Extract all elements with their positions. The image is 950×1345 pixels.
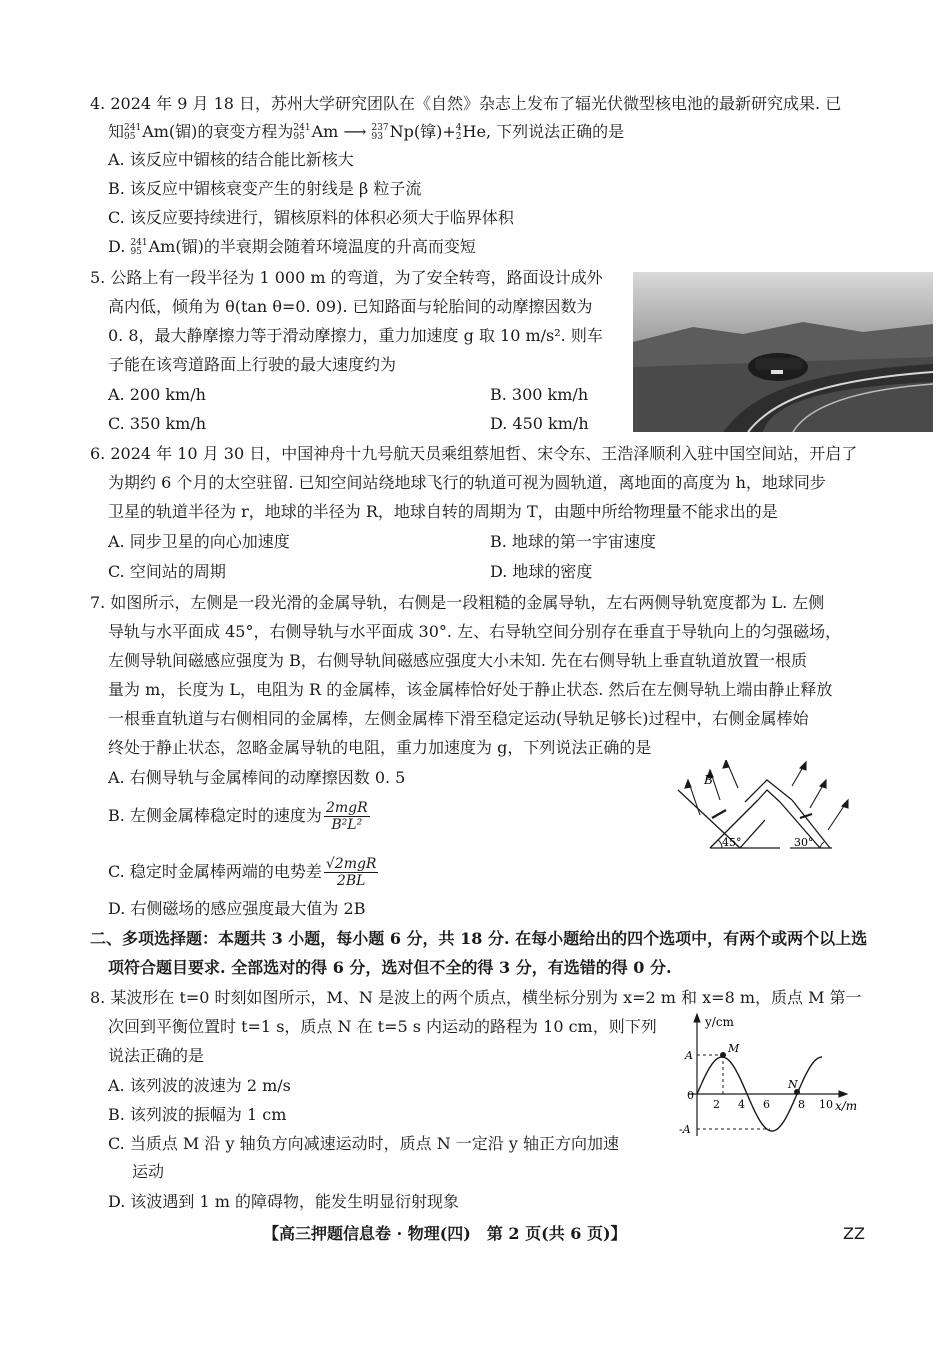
q8-wave-graph bbox=[675, 1012, 870, 1140]
q8-option-c-line2: 运动 bbox=[132, 1162, 165, 1181]
q6-line-1: 6. 2024 年 10 月 30 日，中国神舟十九号航天员乘组蔡旭哲、宋令东、王浩泽顺利入驻中国空间站，开启了 bbox=[90, 444, 858, 463]
q7-option-d: D. 右侧磁场的感应强度最大值为 2B bbox=[108, 899, 366, 918]
q8-line-1: 8. 某波形在 t=0 时刻如图所示，M、N 是波上的两个质点，横坐标分别为 x=2 m 和 x=8 m，质点 M 第一 bbox=[90, 988, 862, 1007]
q7-c-text: C. 稳定时金属棒两端的电势差 bbox=[108, 862, 322, 881]
footer-code: ZZ bbox=[843, 1224, 865, 1243]
q7-line-2: 导轨与水平面成 45°，右侧导轨与水平面成 30°. 左、右导轨空间分别存在垂直于导轨向上的匀强磁场， bbox=[108, 622, 842, 641]
q4-option-c: C. 该反应要持续进行，镅核原料的体积必须大于临界体积 bbox=[108, 208, 514, 227]
footer-title: 【高三押题信息卷 · 物理(四) 第 2 页(共 6 页)】 bbox=[263, 1224, 627, 1243]
q7-rail-diagram bbox=[670, 760, 870, 860]
q8-option-c-line1: C. 当质点 M 沿 y 轴负方向减速运动时，质点 N 一定沿 y 轴正方向加速 bbox=[108, 1134, 619, 1153]
arrowhead-4 bbox=[800, 762, 806, 770]
graph-zero-label: 0 bbox=[687, 1089, 694, 1102]
q7-c-fraction bbox=[324, 856, 379, 889]
am2-mass: 241 bbox=[293, 122, 311, 133]
q4-line-2 bbox=[108, 120, 624, 144]
q4-line2-post: , 下列说法正确的是 bbox=[485, 122, 625, 141]
am-mass: 241 bbox=[124, 122, 142, 133]
q6-option-b: B. 地球的第一宇宙速度 bbox=[490, 532, 656, 551]
q6-option-a: A. 同步卫星的向心加速度 bbox=[108, 532, 290, 551]
q7-c-numerator: √2mgR bbox=[325, 856, 377, 872]
he-mass: 4 bbox=[455, 122, 462, 133]
q7-option-b bbox=[108, 800, 370, 833]
q7-b-numerator: 2mgR bbox=[325, 800, 368, 816]
arrowhead-3 bbox=[723, 760, 729, 768]
am2-nuclide bbox=[293, 124, 310, 142]
arrowhead-5 bbox=[820, 780, 826, 788]
q7-line-6: 终处于静止状态，忽略金属导轨的电阻，重力加速度为 g，下列说法正确的是 bbox=[108, 738, 652, 757]
q4-line2-pre: 知 bbox=[108, 122, 125, 141]
am-nuclide bbox=[124, 124, 141, 142]
graph-a-label: A bbox=[685, 1049, 693, 1062]
q4-line-1: 4. 2024 年 9 月 18 日，苏州大学研究团队在《自然》杂志上发布了辐光伏微型核电池的最新研究成果. 已 bbox=[90, 94, 842, 113]
q6-option-c: C. 空间站的周期 bbox=[108, 562, 226, 581]
q5-line-4: 子能在该弯道路面上行驶的最大速度约为 bbox=[108, 355, 397, 374]
q5-line-1: 5. 公路上有一段半径为 1 000 m 的弯道，为了安全转弯，路面设计成外 bbox=[90, 268, 603, 287]
q7-b-denominator: B²L² bbox=[331, 817, 363, 833]
he-z: 2 bbox=[455, 131, 462, 142]
d-nuclide bbox=[130, 239, 147, 257]
race-car-photo-art bbox=[633, 272, 933, 432]
graph-neg-a-label: -A bbox=[679, 1123, 691, 1136]
he-symbol: He bbox=[462, 122, 486, 141]
q7-line-5: 一根垂直轨道与右侧相同的金属棒，左侧金属棒下滑至稳定运动(导轨足够长)过程中，右侧金属棒始 bbox=[108, 709, 809, 728]
fig-label-b: B bbox=[704, 773, 713, 787]
q8-line-2: 次回到平衡位置时 t=1 s，质点 N 在 t=5 s 内运动的路程为 10 cm，则下列 bbox=[108, 1017, 657, 1036]
d-mass: 241 bbox=[130, 237, 148, 248]
q7-b-fraction bbox=[324, 800, 370, 833]
left-rail-inner bbox=[740, 820, 765, 848]
arrowhead-1 bbox=[685, 780, 691, 788]
q8-option-b: B. 该列波的振幅为 1 cm bbox=[108, 1105, 287, 1124]
q5-option-c: C. 350 km/h bbox=[108, 414, 207, 433]
tick-4: 4 bbox=[738, 1098, 745, 1111]
q5-line-3: 0. 8，最大静摩擦力等于滑动摩擦力，重力加速度 g 取 10 m/s². 则车 bbox=[108, 326, 603, 345]
q8-option-d: D. 该波遇到 1 m 的障碍物，能发生明显衍射现象 bbox=[108, 1192, 460, 1211]
d-z: 95 bbox=[130, 246, 142, 257]
fig-label-45: 45° bbox=[722, 836, 742, 849]
section2-line-2: 项符合题目要求. 全部选对的得 6 分，选对但不全的得 3 分，有选错的得 0 分. bbox=[108, 958, 672, 977]
np-symbol: Np(镎) bbox=[389, 122, 443, 141]
graph-n-label: N bbox=[788, 1078, 798, 1091]
q4-option-d bbox=[108, 235, 476, 259]
q7-option-a: A. 右侧导轨与金属棒间的动摩擦因数 0. 5 bbox=[108, 768, 406, 787]
np-mass: 237 bbox=[371, 122, 389, 133]
tick-2: 2 bbox=[713, 1098, 720, 1111]
q4-option-b: B. 该反应中镅核衰变产生的射线是 β 粒子流 bbox=[108, 179, 422, 198]
graph-x-label: x/m bbox=[835, 1099, 858, 1113]
fig-label-30: 30° bbox=[794, 836, 814, 849]
am2-symbol: Am bbox=[311, 122, 339, 141]
angle-arc-30 bbox=[820, 842, 824, 848]
point-m bbox=[720, 1052, 726, 1058]
q7-c-denominator: 2BL bbox=[336, 873, 366, 889]
q7-b-text: B. 左侧金属棒稳定时的速度为 bbox=[108, 806, 322, 825]
section2-line-1: 二、多项选择题：本题共 3 小题，每小题 6 分，共 18 分. 在每小题给出的四个选项中，有两个或两个以上选 bbox=[90, 929, 868, 948]
q6-option-d: D. 地球的密度 bbox=[490, 562, 593, 581]
tick-10: 10 bbox=[819, 1098, 833, 1111]
np-nuclide bbox=[371, 124, 388, 142]
q7-line-4: 量为 m，长度为 L，电阻为 R 的金属棒，该金属棒恰好处于静止状态. 然后在左侧导轨上端由静止释放 bbox=[108, 680, 833, 699]
q5-option-b: B. 300 km/h bbox=[490, 385, 589, 404]
tick-8: 8 bbox=[798, 1098, 805, 1111]
am-name: Am(镅)的衰变方程为 bbox=[142, 122, 294, 141]
am-z: 95 bbox=[124, 131, 136, 142]
rail-peak-inner bbox=[758, 790, 780, 802]
q6-line-3: 卫星的轨道半径为 r，地球的半径为 R，地球自转的周期为 T，由题中所给物理量不能求出的是 bbox=[108, 502, 778, 521]
graph-y-label: y/cm bbox=[705, 1015, 734, 1029]
q4-option-a: A. 该反应中镅核的结合能比新核大 bbox=[108, 150, 354, 169]
race-car-photo bbox=[633, 272, 933, 432]
tick-6: 6 bbox=[763, 1098, 770, 1111]
arrowhead-6 bbox=[842, 800, 848, 808]
q7-line-3: 左侧导轨间磁感应强度为 B，右侧导轨间磁感应强度大小未知. 先在右侧导轨上垂直轨道放置一根质 bbox=[108, 651, 808, 670]
y-axis-arrow-icon bbox=[694, 1014, 700, 1022]
arrow-icon: ⟶ bbox=[343, 122, 367, 141]
he-nuclide bbox=[456, 124, 462, 142]
left-rod bbox=[712, 810, 726, 818]
graph-m-label: M bbox=[728, 1042, 740, 1055]
q4-d-pre: D. bbox=[108, 237, 126, 256]
q8-option-a: A. 该列波的波速为 2 m/s bbox=[108, 1076, 291, 1095]
q5-option-a: A. 200 km/h bbox=[108, 385, 206, 404]
q8-line-3: 说法正确的是 bbox=[108, 1046, 205, 1065]
q7-option-c bbox=[108, 856, 378, 889]
plus-sign: + bbox=[442, 122, 456, 141]
np-z: 93 bbox=[371, 131, 383, 142]
am2-z: 95 bbox=[293, 131, 305, 142]
q7-line-1: 7. 如图所示，左侧是一段光滑的金属导轨，右侧是一段粗糙的金属导轨，左右两侧导轨宽度都为 L. 左侧 bbox=[90, 593, 825, 612]
x-axis-arrow-icon bbox=[839, 1091, 847, 1097]
q4-d-post: Am(镅)的半衰期会随着环境温度的升高而变短 bbox=[148, 237, 476, 256]
q5-option-d: D. 450 km/h bbox=[490, 414, 589, 433]
q6-line-2: 为期约 6 个月的太空驻留. 已知空间站绕地球飞行的轨道可视为圆轨道，离地面的高度为 h，地球同步 bbox=[108, 473, 826, 492]
q5-line-2: 高内低，倾角为 θ(tan θ=0. 09). 已知路面与轮胎间的动摩擦因数为 bbox=[108, 297, 593, 316]
